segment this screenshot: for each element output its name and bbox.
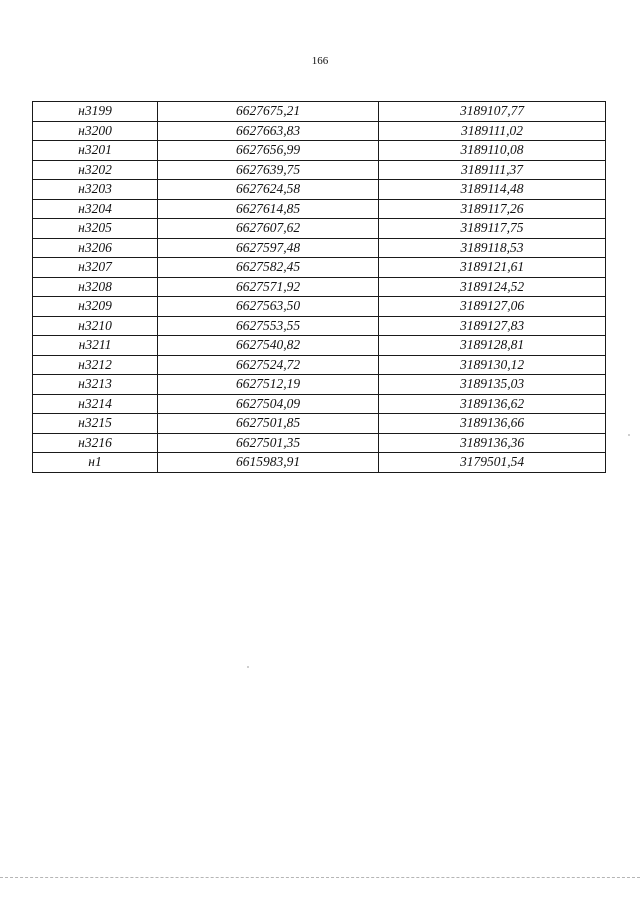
table-row [33, 199, 606, 219]
point-name-cell: н3205 [33, 219, 158, 239]
x-coordinate-cell: 6627656,99 [158, 141, 379, 161]
y-coordinate-cell: 3189127,83 [379, 316, 606, 336]
y-coordinate-cell: 3189124,52 [379, 277, 606, 297]
table-row [33, 316, 606, 336]
table-row [33, 433, 606, 453]
table-row [33, 121, 606, 141]
x-coordinate-cell: 6627597,48 [158, 238, 379, 258]
point-name-cell: н3207 [33, 258, 158, 278]
y-coordinate-cell: 3189117,75 [379, 219, 606, 239]
point-name-cell: н3200 [33, 121, 158, 141]
table-row [33, 141, 606, 161]
y-coordinate-cell: 3189136,62 [379, 394, 606, 414]
x-coordinate-cell: 6627607,62 [158, 219, 379, 239]
x-coordinate-cell: 6627504,09 [158, 394, 379, 414]
table-row [33, 375, 606, 395]
coordinates-table-body [33, 102, 606, 473]
table-row [33, 414, 606, 434]
x-coordinate-cell: 6627675,21 [158, 102, 379, 122]
x-coordinate-cell: 6627553,55 [158, 316, 379, 336]
point-name-cell: н3209 [33, 297, 158, 317]
point-name-cell: н3206 [33, 238, 158, 258]
point-name-cell: н3201 [33, 141, 158, 161]
y-coordinate-cell: 3189117,26 [379, 199, 606, 219]
table-row [33, 238, 606, 258]
point-name-cell: н3213 [33, 375, 158, 395]
x-coordinate-cell: 6627540,82 [158, 336, 379, 356]
table-row [33, 102, 606, 122]
y-coordinate-cell: 3189136,36 [379, 433, 606, 453]
table-row [33, 394, 606, 414]
x-coordinate-cell: 6615983,91 [158, 453, 379, 473]
table-row [33, 355, 606, 375]
x-coordinate-cell: 6627524,72 [158, 355, 379, 375]
point-name-cell: н3210 [33, 316, 158, 336]
x-coordinate-cell: 6627563,50 [158, 297, 379, 317]
table-row [33, 219, 606, 239]
coordinates-table [32, 101, 606, 473]
point-name-cell: н3204 [33, 199, 158, 219]
y-coordinate-cell: 3189111,37 [379, 160, 606, 180]
x-coordinate-cell: 6627614,85 [158, 199, 379, 219]
y-coordinate-cell: 3189130,12 [379, 355, 606, 375]
y-coordinate-cell: 3189110,08 [379, 141, 606, 161]
point-name-cell: н3202 [33, 160, 158, 180]
y-coordinate-cell: 3189121,61 [379, 258, 606, 278]
y-coordinate-cell: 3189107,77 [379, 102, 606, 122]
scan-artifact [247, 666, 249, 668]
point-name-cell: н3215 [33, 414, 158, 434]
point-name-cell: н3211 [33, 336, 158, 356]
point-name-cell: н3208 [33, 277, 158, 297]
table-row [33, 180, 606, 200]
page-number: 166 [311, 55, 329, 67]
table-row [33, 297, 606, 317]
y-coordinate-cell: 3189135,03 [379, 375, 606, 395]
x-coordinate-cell: 6627582,45 [158, 258, 379, 278]
point-name-cell: н1 [33, 453, 158, 473]
y-coordinate-cell: 3179501,54 [379, 453, 606, 473]
table-row [33, 258, 606, 278]
scan-edge-line [0, 877, 640, 878]
y-coordinate-cell: 3189136,66 [379, 414, 606, 434]
x-coordinate-cell: 6627501,85 [158, 414, 379, 434]
y-coordinate-cell: 3189114,48 [379, 180, 606, 200]
point-name-cell: н3212 [33, 355, 158, 375]
point-name-cell: н3214 [33, 394, 158, 414]
y-coordinate-cell: 3189128,81 [379, 336, 606, 356]
y-coordinate-cell: 3189118,53 [379, 238, 606, 258]
point-name-cell: н3216 [33, 433, 158, 453]
x-coordinate-cell: 6627571,92 [158, 277, 379, 297]
x-coordinate-cell: 6627624,58 [158, 180, 379, 200]
y-coordinate-cell: 3189127,06 [379, 297, 606, 317]
x-coordinate-cell: 6627512,19 [158, 375, 379, 395]
x-coordinate-cell: 6627663,83 [158, 121, 379, 141]
table-row [33, 336, 606, 356]
table-row [33, 453, 606, 473]
scan-artifact [628, 434, 630, 436]
x-coordinate-cell: 6627501,35 [158, 433, 379, 453]
point-name-cell: н3199 [33, 102, 158, 122]
x-coordinate-cell: 6627639,75 [158, 160, 379, 180]
table-row [33, 160, 606, 180]
point-name-cell: н3203 [33, 180, 158, 200]
table-row [33, 277, 606, 297]
y-coordinate-cell: 3189111,02 [379, 121, 606, 141]
